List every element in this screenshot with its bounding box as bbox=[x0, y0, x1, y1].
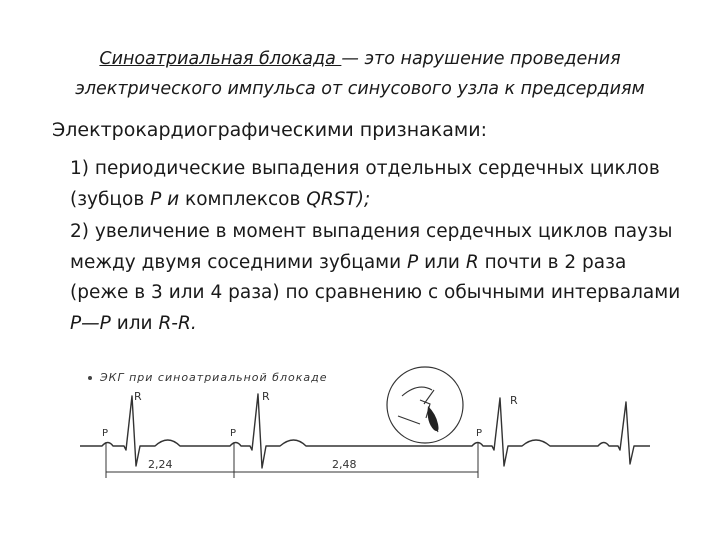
bullet-dot bbox=[88, 376, 92, 380]
sign-2-text-e: почти в 2 раза (реже в 3 или 4 раза) по сравнению с обычными интервалами bbox=[70, 251, 681, 303]
title-line-2: электрического импульса от синусового узла к предсердиям bbox=[75, 79, 645, 99]
p-wave-label-2: P bbox=[230, 428, 237, 439]
sign-2-text-b: Р bbox=[407, 251, 419, 273]
sign-item-2 bbox=[70, 217, 690, 339]
sign-2-text-d: R bbox=[465, 251, 479, 273]
sign-1-text-a: 1) периодические выпадения отдельных сердечных циклов (зубцов bbox=[70, 158, 660, 210]
interval-value-1: 2,24 bbox=[148, 458, 173, 471]
slide-title bbox=[0, 44, 720, 104]
heart-conduction-sketch-icon bbox=[387, 367, 463, 443]
sign-2-text-f: Р—Р bbox=[70, 312, 111, 334]
signs-list bbox=[70, 154, 690, 341]
sign-2-text-h: R-R. bbox=[158, 312, 197, 334]
sign-1-text-d: QRST); bbox=[306, 188, 371, 210]
ecg-figure bbox=[80, 360, 650, 530]
sign-2-text-c: или bbox=[418, 251, 466, 273]
ecg-caption: ЭКГ при синоатриальной блокаде bbox=[100, 371, 328, 384]
sign-1-text-b: Р и bbox=[150, 188, 180, 210]
sign-2-text-g: или bbox=[110, 312, 159, 334]
r-wave-label-2: R bbox=[262, 390, 270, 403]
sign-item-1 bbox=[70, 154, 690, 215]
r-wave-label-3: R bbox=[510, 394, 518, 407]
r-wave-label-1: R bbox=[134, 390, 142, 403]
sign-1-text-c: комплексов bbox=[179, 188, 307, 210]
ecg-trace bbox=[80, 394, 650, 468]
interval-value-2: 2,48 bbox=[332, 458, 357, 471]
p-wave-label-1: P bbox=[102, 428, 109, 439]
sign-2-text-a: 2) увеличение в момент выпадения сердечных циклов паузы между двумя соседними зубцами bbox=[70, 221, 673, 273]
title-definition: — это нарушение проведения bbox=[341, 49, 621, 69]
signs-heading: Электрокардиографическими признаками: bbox=[52, 119, 488, 141]
p-wave-label-3: P bbox=[476, 428, 483, 439]
title-line-1 bbox=[0, 44, 720, 74]
title-term: Синоатриальная блокада bbox=[99, 49, 342, 69]
